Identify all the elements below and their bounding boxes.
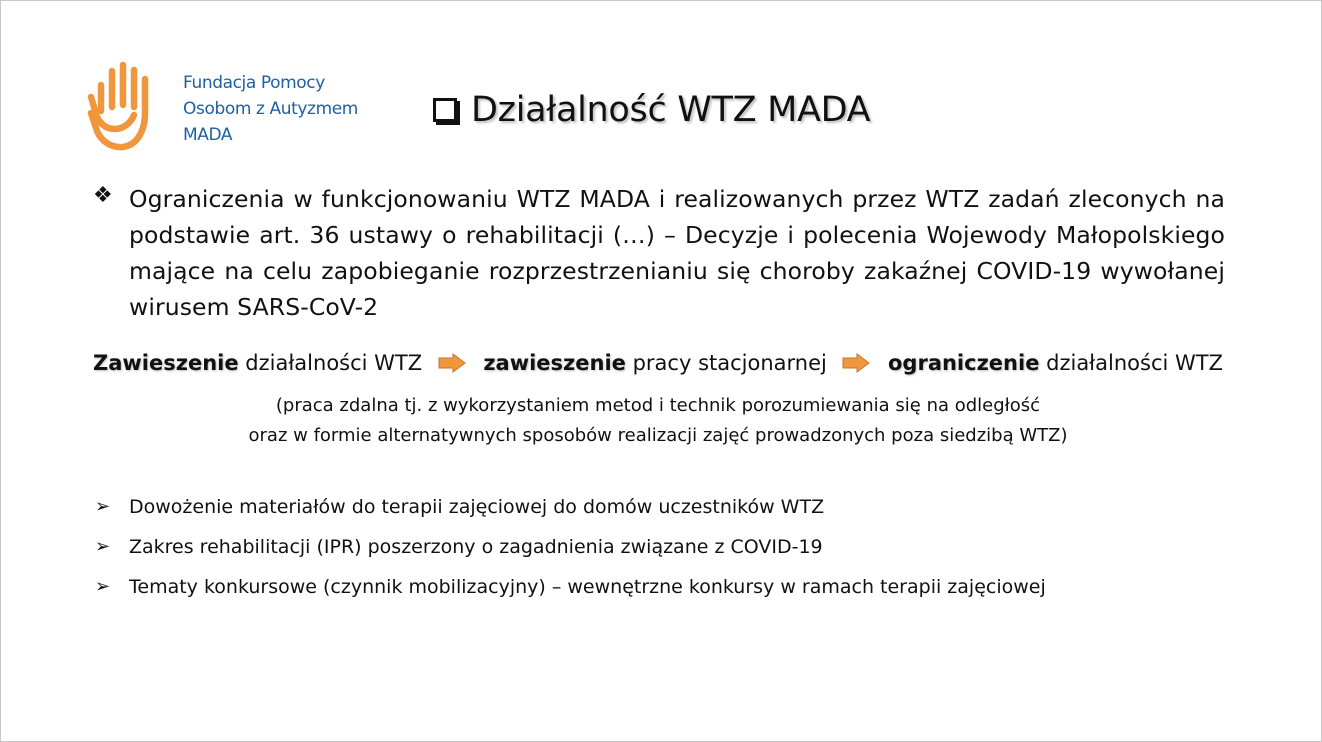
lead-paragraph [93, 181, 1225, 325]
slide-title [433, 87, 870, 133]
flow-step-1-text: działalności WTZ [238, 351, 423, 375]
flow-step-1 [93, 351, 422, 375]
logo-line: Osobom z Autyzmem [183, 99, 358, 119]
note-line: oraz w formie alternatywnych sposobów realizacji zajęć prowadzonych poza siedzibą WTZ) [248, 425, 1068, 446]
chevron-right-icon: ➢ [95, 576, 111, 597]
flow-step-3-text: działalności WTZ [1039, 351, 1223, 375]
list-item-text: Zakres rehabilitacji (IPR) poszerzony o zagadnienia związane z COVID-19 [129, 536, 823, 558]
flow-step-2-bold: zawieszenie [483, 351, 626, 375]
list-item-text: Dowożenie materiałów do terapii zajęciowej do domów uczestników WTZ [129, 496, 825, 518]
arrow-right-icon [842, 352, 872, 374]
logo-line: MADA [183, 125, 233, 145]
arrow-right-icon [438, 352, 468, 374]
lead-text: Ograniczenia w funkcjonowaniu WTZ MADA i realizowanych przez WTZ zadań zleconych na podstawie art. 36 ustawy o rehabilitacji (…) – Decyzje i polecenia Wojewody Małopolskiego mające na celu zapobieganie rozprzestrzenianiu się choroby zakaźnej COVID-19 wywołanej wirusem SARS-CoV-2 [129, 185, 1225, 321]
flow-step-3-bold: ograniczenie [888, 351, 1040, 375]
logo [87, 61, 387, 153]
logo-line: Fundacja Pomocy [183, 73, 325, 93]
list-item [93, 487, 1193, 527]
diamond-bullet-icon: ❖ [93, 183, 113, 208]
flow-step-1-bold: Zawieszenie [93, 351, 239, 375]
flow-step-2 [483, 351, 827, 375]
list-item-text: Tematy konkursowe (czynnik mobilizacyjny) – wewnętrzne konkursy w ramach terapii zajęciowej [129, 576, 1046, 598]
flow-step-3 [888, 351, 1223, 375]
chevron-right-icon: ➢ [95, 536, 111, 557]
checkbox-icon [433, 98, 457, 122]
flow-step-2-text: pracy stacjonarnej [625, 351, 827, 375]
list-item [93, 567, 1193, 607]
note-line: (praca zdalna tj. z wykorzystaniem metod i technik porozumiewania się na odległość [275, 395, 1041, 416]
bullet-list [93, 487, 1193, 607]
process-flow [93, 351, 1223, 375]
title-text: Działalność WTZ MADA [471, 90, 871, 130]
hand-icon [87, 61, 153, 151]
chevron-right-icon: ➢ [95, 496, 111, 517]
list-item [93, 527, 1193, 567]
logo-text [183, 70, 358, 148]
flow-note [93, 391, 1223, 451]
